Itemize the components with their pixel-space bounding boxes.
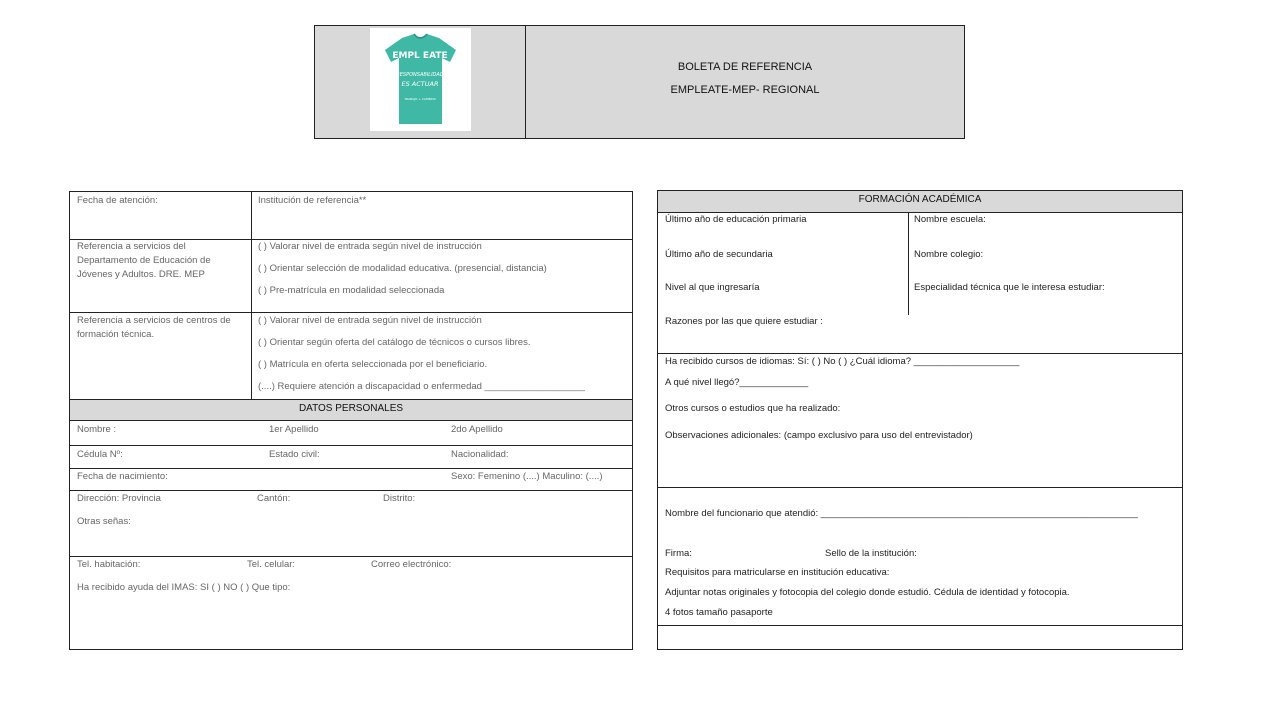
tel-habitacion-label: Tel. habitación:: [77, 559, 141, 570]
ref-tec-label-1: Referencia a servicios de centros de: [77, 315, 231, 326]
ref-tec-option[interactable]: ( ) Matrícula en oferta seleccionada por el beneficiario.: [258, 359, 488, 370]
logo-text-mid2: ES ACTUAR: [401, 80, 439, 88]
row-divider: [70, 556, 632, 557]
ref-dept-label-1: Referencia a servicios del: [77, 241, 186, 252]
row-divider: [70, 490, 632, 491]
adjuntar-label: Adjuntar notas originales y fotocopia del colegio donde estudió. Cédula de identidad y fotocopia.: [665, 587, 1070, 598]
logo-text-top: EMPL EATE: [392, 51, 448, 61]
imas-label: Ha recibido ayuda del IMAS: SI ( ) NO ( ) Que tipo:: [77, 582, 291, 593]
distrito-label: Distrito:: [383, 493, 416, 504]
form-header: [314, 25, 965, 139]
institucion-label: Institución de referencia**: [258, 195, 367, 206]
row-divider: [70, 312, 632, 313]
nombre-escuela-label: Nombre escuela:: [914, 214, 986, 225]
row-divider: [70, 468, 632, 469]
idiomas-label: Ha recibido cursos de idiomas: Sí: ( ) No ( ) ¿Cuál idioma? ____________________: [665, 356, 1020, 367]
direccion-label: Dirección: Provincia: [77, 493, 161, 504]
especialidad-label: Especialidad técnica que le interesa estudiar:: [914, 282, 1105, 293]
tshirt-logo-icon: [370, 28, 471, 131]
empleate-logo: [370, 28, 471, 131]
row-divider: [658, 353, 1182, 354]
row-divider: [70, 239, 632, 240]
ref-tec-option[interactable]: ( ) Orientar según oferta del catálogo de técnicos o cursos libres.: [258, 337, 531, 348]
column-divider: [251, 192, 252, 399]
requisitos-label: Requisitos para matricularse en institución educativa:: [665, 567, 890, 578]
ref-dept-label-2: Departamento de Educación de: [77, 255, 211, 266]
nacionalidad-label: Nacionalidad:: [451, 449, 509, 460]
otros-cursos-label: Otros cursos o estudios que ha realizado:: [665, 403, 841, 414]
ult-primaria-label: Último año de educación primaria: [665, 214, 807, 225]
row-divider: [658, 487, 1182, 488]
sexo-label: Sexo: Femenino (....) Maculino: (....): [451, 471, 603, 482]
nivel-llego-label: A qué nivel llegó?_____________: [665, 377, 809, 388]
nivel-label: Nivel al que ingresaría: [665, 282, 760, 293]
nombre-label: Nombre :: [77, 424, 117, 435]
funcionario-label: Nombre del funcionario que atendió: ____________________________________________________________: [665, 508, 1138, 519]
fecha-atencion-label: Fecha de atención:: [77, 195, 158, 206]
datos-personales-header: DATOS PERSONALES: [70, 399, 632, 421]
row-divider: [70, 445, 632, 446]
row-divider: [658, 625, 1182, 626]
header-divider: [525, 26, 526, 138]
right-form-table: [657, 190, 1183, 650]
ref-tec-label-2: formación técnica.: [77, 329, 155, 340]
correo-label: Correo electrónico:: [371, 559, 452, 570]
ult-secundaria-label: Último año de secundaria: [665, 249, 773, 260]
fecha-nacimiento-label: Fecha de nacimiento:: [77, 471, 168, 482]
form-title: BOLETA DE REFERENCIA: [677, 61, 813, 73]
tel-celular-label: Tel. celular:: [247, 559, 296, 570]
ref-dept-label-3: Jóvenes y Adultos. DRE. MEP: [77, 269, 205, 280]
form-subtitle: EMPLEATE-MEP- REGIONAL: [670, 84, 820, 96]
ref-tec-option[interactable]: (....) Requiere atención a discapacidad o enfermedad ___________________: [258, 381, 585, 392]
firma-label: Firma:: [665, 548, 692, 559]
apellido2-label: 2do Apellido: [451, 424, 503, 435]
ref-dept-option[interactable]: ( ) Pre-matrícula en modalidad seleccionada: [258, 285, 445, 296]
logo-text-mid: RESPONSABILIDAD: [396, 72, 444, 78]
formacion-academica-header: FORMACIÓN ACADÉMICA: [658, 191, 1182, 213]
fotos-label: 4 fotos tamaño pasaporte: [665, 607, 773, 618]
logo-text-bottom: TRABAJO + CAMBIOS: [404, 97, 436, 101]
column-divider: [908, 213, 909, 315]
cedula-label: Cédula Nº:: [77, 449, 123, 460]
left-form-table: [69, 191, 633, 650]
estado-civil-label: Estado civil:: [269, 449, 320, 460]
canton-label: Cantón:: [257, 493, 291, 504]
ref-dept-option[interactable]: ( ) Valorar nivel de entrada según nivel de instrucción: [258, 241, 482, 252]
ref-dept-option[interactable]: ( ) Orientar selección de modalidad educativa. (presencial, distancia): [258, 263, 547, 274]
nombre-colegio-label: Nombre colegio:: [914, 249, 984, 260]
otras-senas-label: Otras señas:: [77, 516, 131, 527]
razones-label: Razones por las que quiere estudiar :: [665, 316, 823, 327]
observaciones-label: Observaciones adicionales: (campo exclusivo para uso del entrevistador): [665, 430, 973, 441]
ref-tec-option[interactable]: ( ) Valorar nivel de entrada según nivel de instrucción: [258, 315, 482, 326]
apellido1-label: 1er Apellido: [269, 424, 319, 435]
sello-label: Sello de la institución:: [825, 548, 917, 559]
